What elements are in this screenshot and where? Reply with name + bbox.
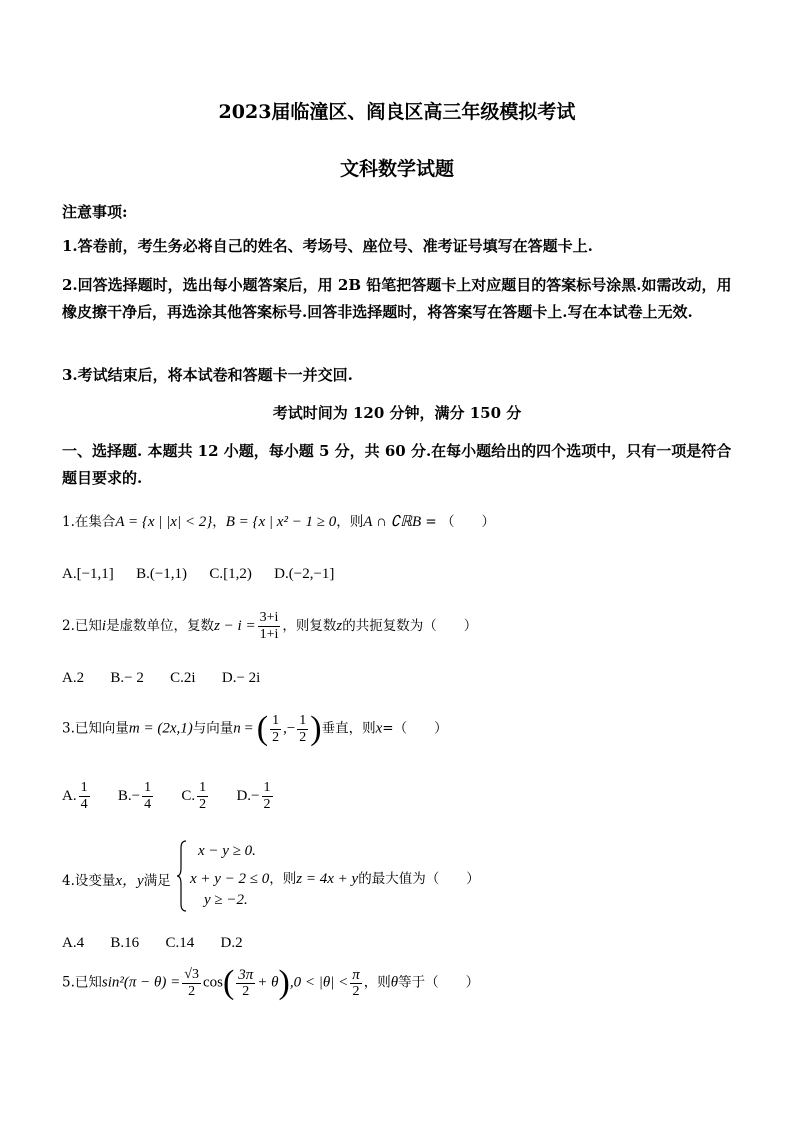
q1-set-b: B = {x | x² − 1 ≥ 0 [225,514,337,530]
q1-sep: ， [212,514,226,530]
q5-f3-den: 2 [352,983,360,999]
q3-option-d: D.− $\frac{1}{2}$ [236,780,271,812]
q3-f2-num: 1 [299,712,307,728]
q4-objective: z = 4x + y [296,871,359,887]
q5-fraction-3 [350,967,362,1000]
q3-eq: = [240,720,257,737]
q3-fraction-1 [270,713,281,746]
note-item-2: 2.回答选择题时，选出每小题答案后，用 2B 铅笔把答题卡上对应题目的答案标号涂黑.如需改动，用橡皮擦干净后，再选涂其他答案标号.回答非选择题时，将答案写在答题卡上.写在本试卷上无效. [62,276,732,321]
q2-fraction-num: 3+i [259,610,279,625]
q3-options [62,780,275,813]
q2-option-a: A.2 [62,670,85,686]
q2-fraction [258,610,281,643]
q5-prefix: 5.已知 [62,974,102,991]
q2-fraction-den: 1+i [259,627,279,642]
exam-subtitle: 文科数学试题 [339,158,454,180]
q1-set-a: A = {x | |x| < 2} [115,514,213,530]
q5-fraction-1 [182,967,201,1000]
q4-text2: ，则 [269,871,297,887]
q4-text3: 的最大值为（ ） [358,871,480,887]
q5-text3: 等于（ ） [398,974,480,991]
q4-option-b: B.16 [110,935,140,951]
question-3 [62,712,448,746]
q5-text2: ，则 [363,974,391,991]
q5-f1-den: 2 [188,983,196,999]
time-info: 考试时间为 120 分钟，满分 150 分 [272,404,522,422]
q5-f2-num: 3π [238,966,254,983]
q3-vector-m: m [128,720,140,737]
q4-prefix: 4.设变量 [62,873,116,889]
question-1 [62,510,495,531]
q3-option-a: A. $\frac{1}{4}$ [62,780,88,812]
q3-text2: 垂直，则 [321,720,376,737]
question-2 [62,610,477,643]
q2-option-b: B.− 2 [110,670,144,686]
q4-option-d: D.2 [220,935,243,951]
q5-theta: θ [390,974,399,991]
q2-i: i [101,618,107,634]
q2-text3: 的共扼复数为（ ） [342,618,478,634]
q3-left-paren: ( [256,710,269,747]
q3-text1: 与向量 [192,720,234,737]
q1-expr: A ∩ ∁ℝB [363,514,422,530]
q1-options [62,566,334,583]
q4-option-a: A.4 [62,935,85,951]
q3-option-b: B.− $\frac{1}{4}$ [117,780,152,812]
q4-options [62,935,243,952]
q3-comma: ,− [283,720,296,737]
q3-f2-den: 2 [299,729,307,745]
q3-prefix: 3.已知向量 [62,720,129,737]
q2-lhs: z − i = [214,618,256,634]
q3-vector-n: n [233,720,241,737]
q5-f2-den: 2 [242,983,250,999]
q1-option-a: A.[−1,1] [62,566,114,582]
q3-right-paren: ) [310,710,322,747]
q5-condition: ,0 < |θ| < [289,974,349,991]
q1-option-c: C.[1,2) [209,566,252,582]
question-4-lead [62,869,171,890]
q4-vars: x，y [115,873,144,889]
q2-option-d: D.− 2i [221,670,261,686]
q4-constraint-1: x − y ≥ 0. [198,843,256,859]
q2-text2: ，则复数 [282,618,337,634]
q4-text1: 满足 [143,873,171,889]
q5-lhs: sin²(π − θ) = [101,974,181,991]
q1-option-b: B.(−1,1) [136,566,188,582]
q3-fraction-2 [297,713,308,746]
note-item-3: 3.考试结束后，将本试卷和答题卡一并交回. [62,366,353,384]
q4-constraint-3: y ≥ −2. [204,892,248,908]
q5-right-paren: ) [278,964,290,1001]
q2-prefix: 2.已知 [62,618,102,634]
q3-x: x [375,720,383,737]
q2-text1: 是虚数单位，复数 [106,618,215,634]
q3-f1-den: 2 [272,729,280,745]
q5-f3-num: π [352,966,360,983]
q4-option-c: C.14 [165,935,195,951]
q5-left-paren: ( [222,964,235,1001]
q3-option-c: C. $\frac{1}{2}$ [181,780,207,812]
q1-option-d: D.(−2,−1] [274,566,335,582]
q5-f1-num: √3 [184,966,199,982]
q4-brace-icon [176,840,188,912]
q4-constraint-2-row [190,867,480,888]
q1-mid: ，则 [336,514,364,530]
question-5 [62,966,479,1000]
note-item-1: 1.答卷前，考生务必将自己的姓名、考场号、座位号、准考证号填写在答题卡上. [62,237,593,255]
q5-plus-theta: + θ [257,974,279,991]
section-heading: 一、选择题. 本题共 12 小题，每小题 5 分，共 60 分.在每小题给出的四个选项中，只有一项是符合题目要求的. [62,442,732,487]
q1-prefix: 1.在集合 [62,514,116,530]
q3-m-value: = (2x,1) [139,720,193,737]
exam-title: 2023届临潼区、阎良区高三年级模拟考试 [218,101,576,123]
q2-options [62,670,260,687]
q3-text3: =（ ） [382,720,448,737]
notes-heading: 注意事项: [62,203,128,221]
q2-z: z [336,618,343,634]
q2-option-c: C.2i [170,670,196,686]
q5-fraction-2 [236,967,255,1000]
q4-constraint-2: x + y − 2 ≤ 0 [190,871,270,887]
q1-suffix: = （ ） [421,514,496,530]
q5-cos: cos [202,974,223,991]
q3-f1-num: 1 [272,712,280,728]
